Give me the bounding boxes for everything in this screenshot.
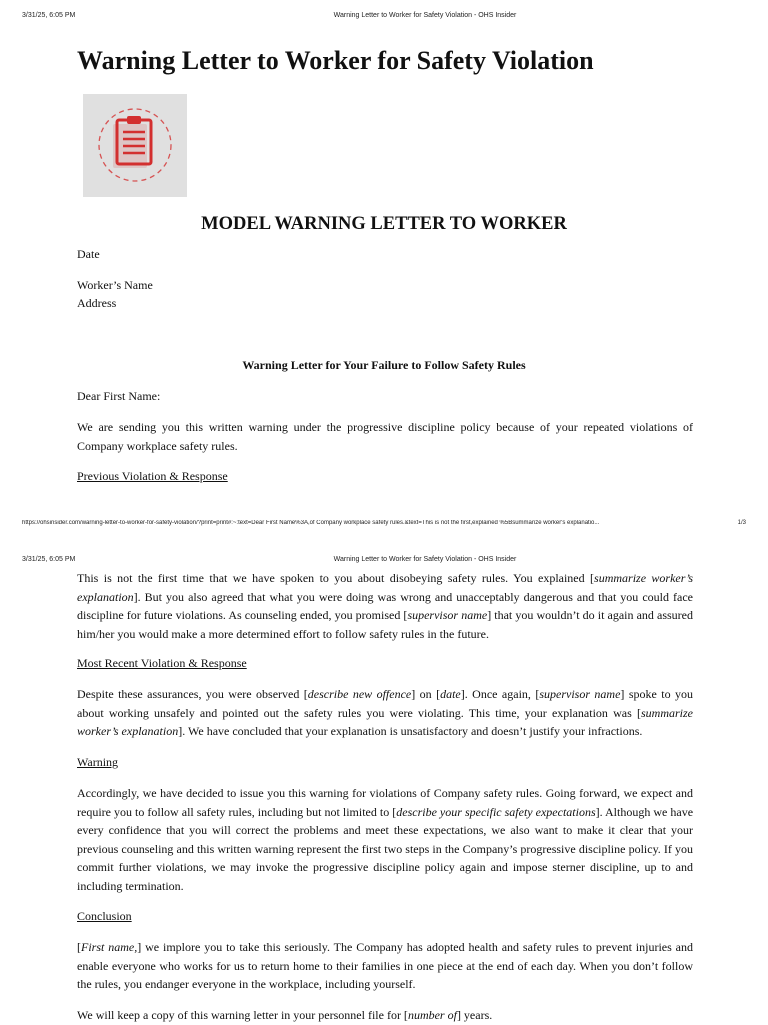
letter-subject: Warning Letter for Your Failure to Follow Safety Rules — [242, 358, 526, 372]
text-run: ]. We have concluded that your explanation is unsatisfactory and doesn’t justify your infractions. — [178, 724, 643, 738]
clipboard-icon — [83, 94, 187, 197]
previous-violation-paragraph — [77, 569, 693, 643]
article-title: Warning Letter to Worker for Safety Violation — [77, 46, 594, 75]
placeholder-text: describe new offence — [307, 687, 412, 701]
placeholder-text: summarize worker’s explanation — [77, 571, 693, 604]
section-heading-warning: Warning — [77, 755, 119, 769]
text-run: ] that you wouldn’t do it again and assured him/her you would make a more determined effort to follow safety rules in the future. — [77, 608, 693, 641]
print-page-2 — [0, 548, 768, 1024]
text-run: This is not the first time that we have spoken to you about disobeying safety rules. You explained [ — [77, 571, 595, 585]
text-run: ] on [ — [411, 687, 441, 701]
placeholder-text: describe your specific safety expectations — [396, 804, 596, 819]
file-copy-paragraph — [77, 1006, 693, 1025]
placeholder-text: supervisor name — [407, 608, 488, 622]
text-run: ]. Once again, [ — [460, 687, 540, 701]
section-heading-previous: Previous Violation & Response — [77, 469, 228, 483]
print-page-number: 1/3 — [737, 520, 746, 526]
letter-heading: MODEL WARNING LETTER TO WORKER — [201, 214, 567, 234]
print-timestamp: 3/31/25, 6:05 PM — [22, 12, 76, 19]
text-run: ] spoke to you about working unsafely and pointed out the safety rules you were violating. This time, your explanation was [ — [77, 687, 693, 720]
text-run: Despite these assurances, you were observed [ — [77, 687, 308, 701]
placeholder-text: supervisor name — [539, 687, 621, 701]
worker-name-line: Worker’s Name — [77, 278, 153, 292]
date-line: Date — [77, 247, 100, 261]
recent-violation-paragraph — [77, 685, 693, 741]
section-heading-recent: Most Recent Violation & Response — [77, 656, 247, 670]
text-run: Accordingly, we have decided to issue you this warning for violations of Company safety rules. Going forward, we expect and require you to follow all safety rules, including but not limited to [ — [77, 786, 693, 819]
print-footer — [0, 520, 768, 532]
print-page-title: Warning Letter to Worker for Safety Violation - OHS Insider — [333, 556, 517, 563]
text-run: [ — [77, 940, 81, 954]
placeholder-text: number of — [407, 1008, 457, 1022]
article-image — [83, 94, 187, 197]
print-header — [0, 556, 768, 568]
section-heading-conclusion: Conclusion — [77, 909, 132, 923]
conclusion-paragraph — [77, 938, 693, 994]
placeholder-text: summarize worker’s explanation — [77, 705, 693, 738]
text-run: We will keep a copy of this warning letter in your personnel file for [ — [77, 1008, 408, 1022]
placeholder-text: date — [440, 687, 461, 701]
salutation: Dear First Name: — [77, 389, 161, 403]
print-url: https://ohsinsider.com/warning-letter-to-worker-for-safety-violation/?print=print#:~:text=Dear First Name%3A,of Company workplace safety rules.&text=This is not the first,explained %5Bsummarize worker's explanatio... — [22, 520, 600, 526]
intro-paragraph: We are sending you this written warning under the progressive discipline policy because of your repeated violations of Company workplace safety rules. — [77, 420, 693, 453]
text-run: ]. Although we have every confidence that you will correct the problems and meet these expectations, we also want to make it clear that your previous counseling and this written warning represent the first two steps in the Company’s progressive discipline policy. If you commit further violations, we may invoke the progressive discipline policy again and impose sterner discipline, up to and including termination. — [77, 804, 694, 893]
text-run: ] years. — [456, 1008, 493, 1022]
print-header — [0, 12, 768, 24]
print-page-title: Warning Letter to Worker for Safety Violation - OHS Insider — [333, 12, 517, 19]
placeholder-text: First name, — [81, 940, 138, 954]
text-run: ]. But you also agreed that what you were doing was wrong and unacceptably dangerous and that you could face discipline for future violations. As counseling ended, you promised [ — [77, 589, 693, 622]
print-timestamp: 3/31/25, 6:05 PM — [22, 556, 76, 563]
text-run: ] we implore you to take this seriously. The Company has adopted health and safety rules to prevent injuries and enable everyone who works for us to return home to their families in one piece at the end of each day. When you don’t follow the rules, you endanger everyone in the workplace, including yourself. — [77, 940, 693, 991]
warning-paragraph — [77, 784, 693, 895]
address-line: Address — [77, 296, 117, 310]
